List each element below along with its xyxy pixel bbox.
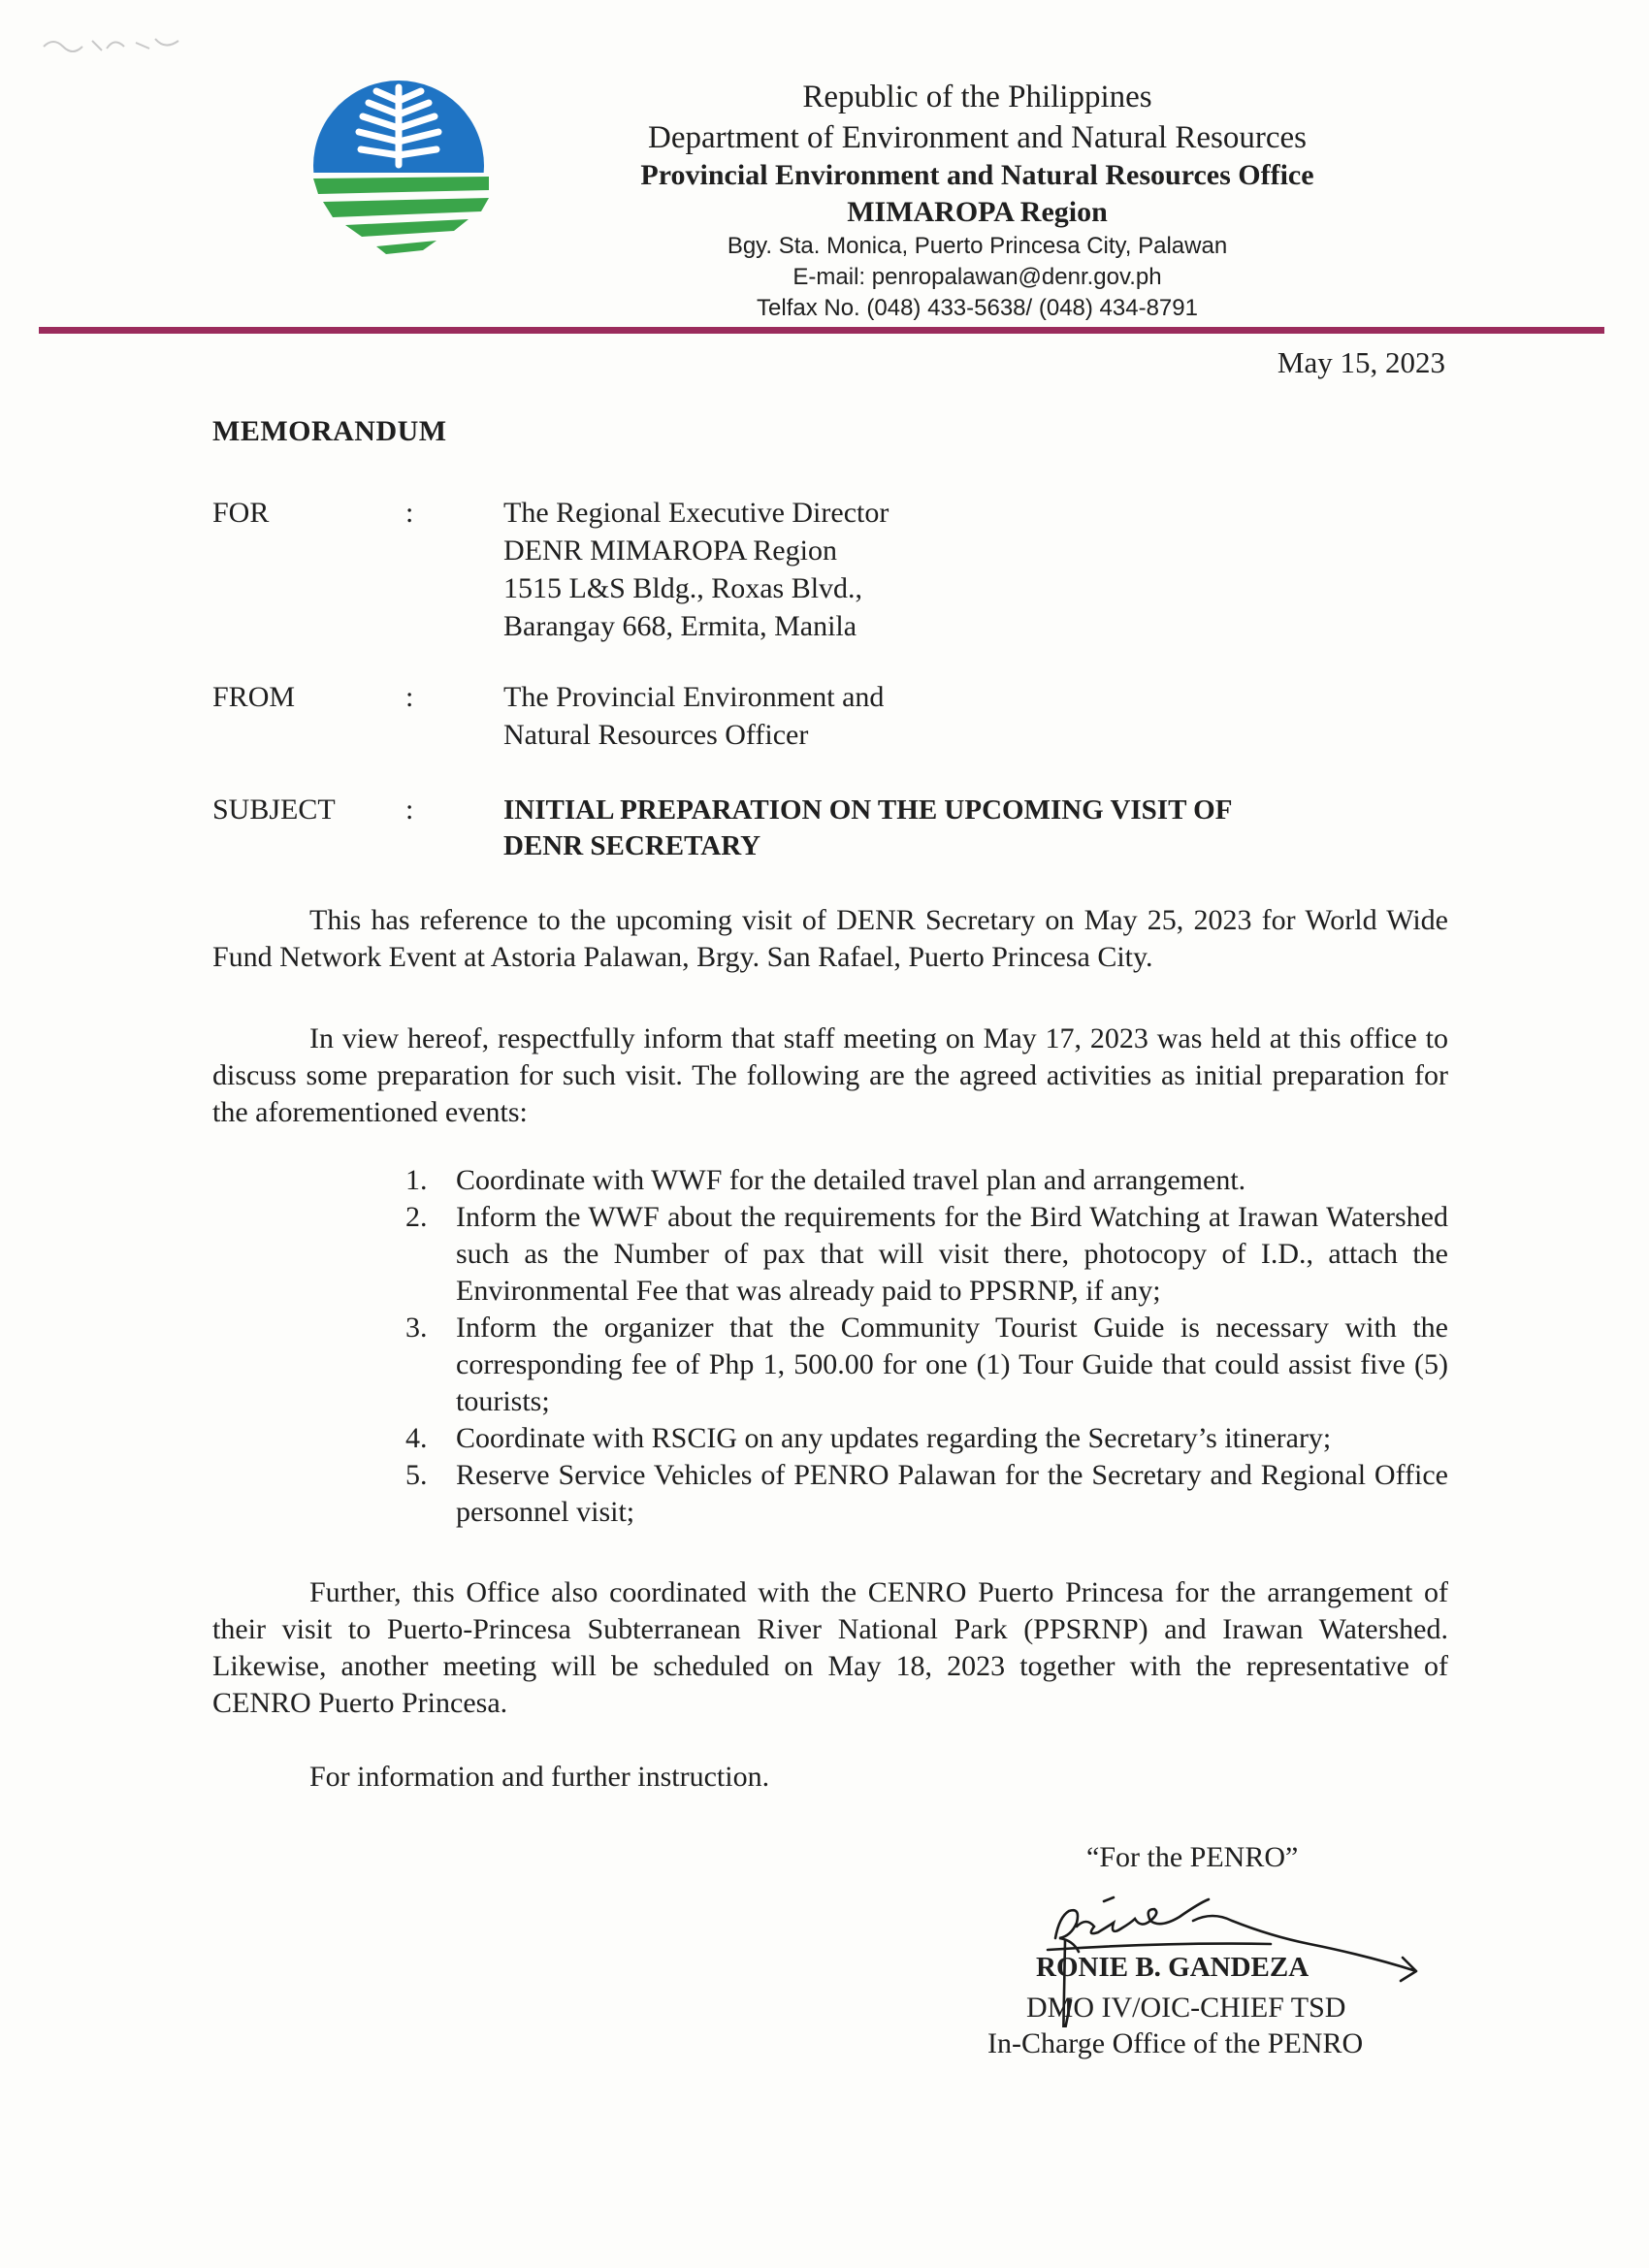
list-item: [400, 1310, 1448, 1420]
list-text: Coordinate with RSCIG on any updates regarding the Secretary’s itinerary;: [456, 1422, 1332, 1454]
from-colon: :: [405, 681, 414, 713]
for-line: The Regional Executive Director: [503, 497, 889, 529]
list-text: Reserve Service Vehicles of PENRO Palawan for the Secretary and Regional Office personnel visit;: [456, 1459, 1448, 1528]
letterhead-republic: Republic of the Philippines: [802, 80, 1152, 114]
subject-line: INITIAL PREPARATION ON THE UPCOMING VISIT OF: [503, 794, 1233, 826]
subject-colon: :: [405, 794, 414, 826]
list-item: [400, 1162, 1448, 1199]
list-item: [400, 1457, 1448, 1531]
letterhead-address: Bgy. Sta. Monica, Puerto Princesa City, Palawan: [727, 233, 1228, 259]
from-line: The Provincial Environment and: [503, 681, 885, 713]
for-line: Barangay 668, Ermita, Manila: [503, 610, 857, 642]
for-label: FOR: [212, 497, 270, 529]
letterhead-telfax: Telfax No. (048) 433-5638/ (048) 434-8791: [757, 295, 1198, 321]
list-number: 4.: [405, 1422, 428, 1454]
signature-for-line: “For the PENRO”: [1086, 1841, 1299, 1873]
list-item: [400, 1420, 1448, 1457]
paragraph-3-text: Further, this Office also coordinated with the CENRO Puerto Princesa for the arrangement of their visit to Puerto-Princesa Subterranean River National Park (PPSRNP) and Irawan Watershed. Likewise, another meeting will be scheduled on May 18, 2023 together with the representative of CENRO Puerto Princesa.: [212, 1576, 1448, 1719]
subject-label: SUBJECT: [212, 794, 336, 826]
list-number: 2.: [405, 1201, 428, 1233]
from-line: Natural Resources Officer: [503, 719, 809, 751]
subject-line: DENR SECRETARY: [503, 830, 761, 861]
list-number: 1.: [405, 1164, 428, 1196]
from-sender: [503, 678, 884, 754]
list-text: Coordinate with WWF for the detailed travel plan and arrangement.: [456, 1164, 1246, 1196]
signatory-title: DMO IV/OIC-CHIEF TSD: [1026, 1992, 1346, 2024]
paragraph-1: [212, 902, 1448, 976]
signatory-office: In-Charge Office of the PENRO: [987, 2027, 1364, 2059]
paragraph-1-text: This has reference to the upcoming visit of DENR Secretary on May 25, 2023 for World Wide Fund Network Event at Astoria Palawan, Brgy. San Rafael, Puerto Princesa City.: [212, 904, 1448, 973]
for-line: 1515 L&S Bldg., Roxas Blvd.,: [503, 572, 863, 604]
paragraph-3: [212, 1574, 1448, 1722]
for-line: DENR MIMAROPA Region: [503, 535, 837, 567]
paragraph-4: [212, 1759, 1448, 1796]
list-number: 5.: [405, 1459, 428, 1491]
list-text: Inform the organizer that the Community Tourist Guide is necessary with the corresponding fee of Php 1, 500.00 for one (1) Tour Guide that could assist five (5) tourists;: [456, 1312, 1448, 1417]
for-recipient: [503, 494, 889, 645]
activities-list: [400, 1162, 1448, 1531]
paragraph-2: [212, 1021, 1448, 1131]
list-item: [400, 1199, 1448, 1310]
subject-text: [503, 793, 1232, 864]
memo-title: MEMORANDUM: [212, 415, 447, 447]
paragraph-4-text: For information and further instruction.: [309, 1761, 770, 1793]
list-number: 3.: [405, 1312, 428, 1344]
paragraph-2-text: In view hereof, respectfully inform that staff meeting on May 17, 2023 was held at this office to discuss some preparation for such visit. The following are the agreed activities as initial preparation for the aforementioned events:: [212, 1022, 1448, 1128]
letterhead-department: Department of Environment and Natural Resources: [647, 120, 1308, 155]
scan-mark: [39, 29, 194, 58]
denr-logo-icon: [308, 76, 489, 256]
for-colon: :: [405, 497, 414, 529]
letterhead-email: E-mail: penropalawan@denr.gov.ph: [792, 264, 1162, 290]
letterhead-divider: [39, 327, 1604, 334]
from-label: FROM: [212, 681, 296, 713]
letterhead-office: Provincial Environment and Natural Resources Office: [640, 159, 1314, 191]
list-text: Inform the WWF about the requirements for the Bird Watching at Irawan Watershed such as the Number of pax that will visit there, photocopy of I.D., attach the Environmental Fee that was already paid to PPSRNP, if any;: [456, 1201, 1448, 1307]
memo-date: May 15, 2023: [1277, 345, 1445, 379]
signatory-name: RONIE B. GANDEZA: [1036, 1952, 1310, 1983]
letterhead-region: MIMAROPA Region: [847, 196, 1108, 228]
